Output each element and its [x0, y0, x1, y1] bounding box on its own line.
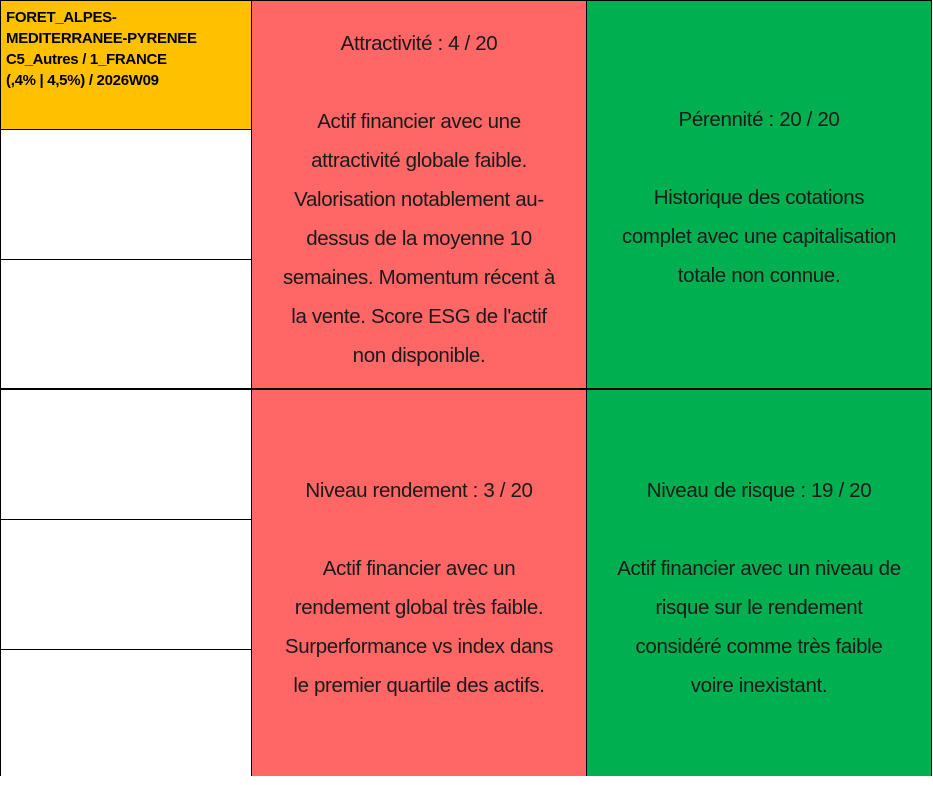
asset-title-line-1: FORET_ALPES-	[6, 9, 117, 26]
asset-title-line-3: C5_Autres / 1_FRANCE	[6, 51, 167, 68]
rendement-body-line-2: rendement global très faible.	[294, 596, 544, 619]
empty-cell-4[interactable]	[0, 519, 252, 650]
rendement-heading: Niveau rendement : 3 / 20	[305, 479, 533, 502]
sheet-bottom-margin	[0, 776, 933, 785]
perennite-body-line-2: complet avec une capitalisation	[621, 225, 897, 248]
attractivite-heading: Attractivité : 4 / 20	[340, 32, 498, 55]
perennite-body-line-1: Historique des cotations	[653, 186, 865, 209]
empty-cell-5[interactable]	[0, 649, 252, 777]
attractivite-body-line-7: non disponible.	[352, 344, 486, 367]
perennite-score-cell	[586, 0, 932, 389]
perennite-heading: Pérennité : 20 / 20	[678, 108, 840, 131]
rendement-body-line-3: Surperformance vs index dans	[284, 635, 554, 658]
asset-title-line-2: MEDITERRANEE-PYRENEE	[6, 30, 197, 47]
attractivite-body-line-6: la vente. Score ESG de l'actif	[291, 305, 547, 328]
empty-cell-2[interactable]	[0, 259, 252, 389]
attractivite-body-line-1: Actif financier avec une	[317, 110, 521, 133]
empty-cell-1[interactable]	[0, 129, 252, 260]
asset-title-line-4: (,4% | 4,5%) / 2026W09	[6, 72, 159, 89]
rendement-body-line-4: le premier quartile des actifs.	[293, 674, 545, 697]
attractivite-body-line-3: Valorisation notablement au-	[294, 188, 544, 211]
risque-body-line-3: considéré comme très faible	[635, 635, 883, 658]
perennite-body-line-3: totale non connue.	[677, 264, 841, 287]
attractivite-score-cell	[251, 0, 587, 389]
attractivite-body-line-4: dessus de la moyenne 10	[306, 227, 532, 250]
risque-score-cell	[586, 389, 932, 777]
asset-title-cell	[0, 0, 252, 130]
risque-body-line-2: risque sur le rendement	[655, 596, 863, 619]
risque-body-line-4: voire inexistant.	[690, 674, 828, 697]
rendement-body-line-1: Actif financier avec un	[322, 557, 516, 580]
attractivite-body-line-2: attractivité globale faible.	[311, 149, 527, 172]
risque-heading: Niveau de risque : 19 / 20	[646, 479, 872, 502]
risque-body-line-1: Actif financier avec un niveau de	[617, 557, 901, 580]
empty-cell-3[interactable]	[0, 389, 252, 520]
rendement-score-cell	[251, 389, 587, 777]
attractivite-body-line-5: semaines. Momentum récent à	[283, 266, 555, 289]
